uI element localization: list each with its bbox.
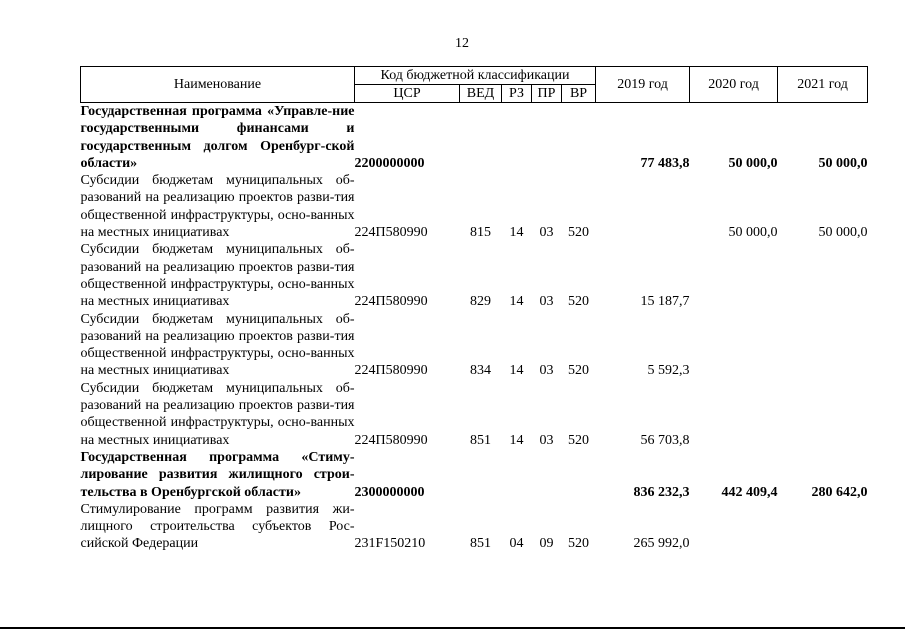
header-budget-code: Код бюджетной классификации (355, 67, 596, 85)
header-2019: 2019 год (596, 67, 690, 103)
row-vr: 520 (568, 294, 590, 310)
row-2020 (690, 311, 778, 380)
row-name: Субсидии бюджетам муниципальных об-разований на реализацию проектов разви-тия общественной инфраструктуры, осно-ванных на местных инициативах (80, 173, 355, 241)
row-2021: 50 000,0 (818, 155, 868, 171)
row-name: Субсидии бюджетам муниципальных об-разований на реализацию проектов разви-тия общественной инфраструктуры, осно-ванных на местных инициативах (80, 242, 355, 310)
row-name: Стимулирование программ развития жи-лищного строительства субъектов Рос-сийской Федерации (80, 501, 355, 552)
row-pr: 03 (539, 225, 554, 241)
row-name: Субсидии бюджетам муниципальных об-разований на реализацию проектов разви-тия общественной инфраструктуры, осно-ванных на местных инициативах (80, 311, 355, 379)
row-rz: 14 (509, 363, 524, 379)
row-csr: 224П580990 (354, 225, 428, 241)
row-csr: 231F150210 (354, 536, 426, 552)
row-2019 (596, 172, 690, 241)
row-name: Государственная программа «Стиму-лирование развития жилищного строи-тельства в Оренбургской области» (80, 449, 355, 500)
table-row (81, 311, 868, 380)
header-csr: ЦСР (355, 85, 460, 103)
header-2021: 2021 год (778, 67, 868, 103)
table-row (81, 380, 868, 449)
row-2021 (778, 311, 868, 380)
row-2021: 280 642,0 (811, 484, 868, 500)
row-ved (460, 449, 502, 501)
row-csr: 224П580990 (354, 363, 428, 379)
row-2020: 442 409,4 (721, 484, 778, 500)
row-ved (460, 103, 502, 173)
row-csr: 2300000000 (354, 484, 425, 500)
row-2020 (690, 380, 778, 449)
row-2019: 836 232,3 (633, 484, 690, 500)
row-2021 (778, 380, 868, 449)
row-rz: 04 (509, 536, 524, 552)
table-row (81, 501, 868, 553)
row-pr (532, 449, 562, 501)
row-vr: 520 (568, 536, 590, 552)
row-pr: 09 (539, 536, 554, 552)
table-row (81, 449, 868, 501)
row-ved: 829 (470, 294, 491, 310)
row-vr (562, 449, 596, 501)
row-pr: 03 (539, 363, 554, 379)
row-2019: 265 992,0 (633, 536, 690, 552)
header-pr: ПР (532, 85, 562, 103)
row-2020 (690, 241, 778, 310)
table-row (81, 172, 868, 241)
row-rz (502, 449, 532, 501)
page-number: 12 (455, 36, 469, 51)
row-2019: 5 592,3 (647, 363, 690, 379)
row-2021 (778, 501, 868, 553)
table-row (81, 241, 868, 310)
header-ved: ВЕД (460, 85, 502, 103)
row-vr: 520 (568, 432, 590, 448)
row-pr: 03 (539, 294, 554, 310)
row-csr: 224П580990 (354, 294, 428, 310)
row-vr (562, 103, 596, 173)
row-rz: 14 (509, 432, 524, 448)
row-2019: 56 703,8 (640, 432, 690, 448)
row-name: Государственная программа «Управле-ние государственными финансами и государственным долгом Оренбург-ской области» (80, 104, 355, 171)
row-2020: 50 000,0 (728, 155, 778, 171)
row-name: Субсидии бюджетам муниципальных об-разований на реализацию проектов разви-тия общественной инфраструктуры, осно-ванных на местных инициативах (80, 380, 355, 448)
row-csr: 224П580990 (354, 432, 428, 448)
row-ved: 851 (470, 536, 491, 552)
row-2020: 50 000,0 (728, 225, 778, 241)
table-row (81, 103, 868, 173)
budget-table (80, 66, 868, 553)
row-pr: 03 (539, 432, 554, 448)
header-name: Наименование (81, 67, 355, 103)
row-2021: 50 000,0 (818, 225, 868, 241)
row-rz: 14 (509, 225, 524, 241)
row-ved: 815 (470, 225, 491, 241)
page-bottom-border (0, 627, 905, 629)
row-2021 (778, 241, 868, 310)
row-pr (532, 103, 562, 173)
header-rz: РЗ (502, 85, 532, 103)
row-vr: 520 (568, 225, 590, 241)
row-rz: 14 (509, 294, 524, 310)
header-2020: 2020 год (690, 67, 778, 103)
row-ved: 851 (470, 432, 491, 448)
header-vr: ВР (562, 85, 596, 103)
row-2019: 15 187,7 (640, 294, 690, 310)
row-vr: 520 (568, 363, 590, 379)
row-csr: 2200000000 (354, 155, 425, 171)
row-2020 (690, 501, 778, 553)
row-2019: 77 483,8 (640, 155, 690, 171)
row-rz (502, 103, 532, 173)
row-ved: 834 (470, 363, 491, 379)
